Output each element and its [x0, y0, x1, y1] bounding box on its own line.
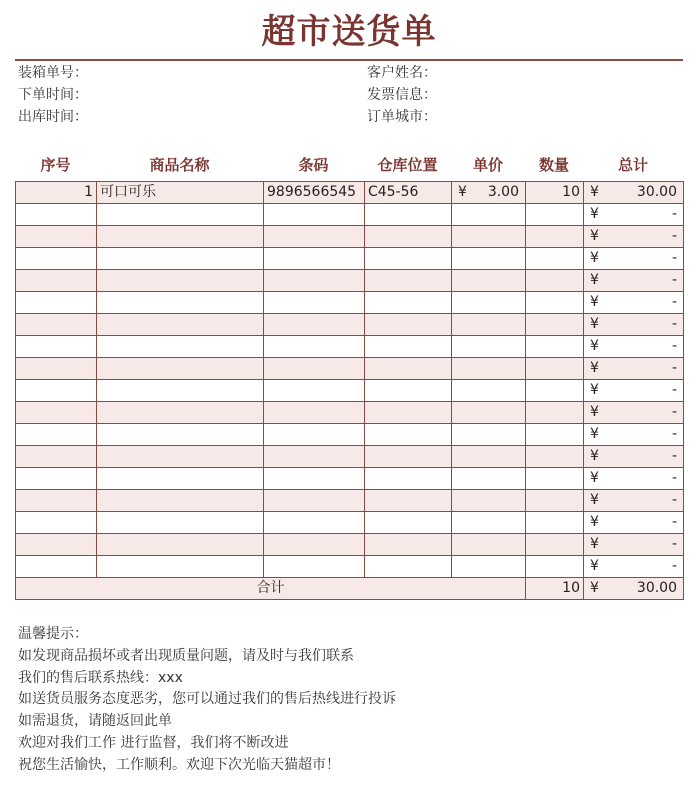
cell-price	[452, 292, 526, 314]
cell-name	[97, 204, 264, 226]
cell-total	[584, 182, 684, 204]
cell-location	[365, 534, 452, 556]
table-row	[16, 314, 684, 336]
amount-value: -	[671, 206, 677, 222]
amount-value: -	[671, 272, 677, 288]
currency-symbol: ¥	[590, 580, 599, 596]
cell-name	[97, 358, 264, 380]
table-row	[16, 226, 684, 248]
customer-name-label: 客户姓名：	[367, 65, 437, 81]
cell-qty	[526, 204, 584, 226]
cell-barcode	[264, 226, 365, 248]
cell-qty	[526, 292, 584, 314]
cell-location	[365, 226, 452, 248]
cell-barcode	[264, 534, 365, 556]
amount-value: -	[671, 250, 677, 266]
currency-symbol: ¥	[590, 338, 599, 354]
amount-value: 30.00	[636, 580, 677, 596]
cell-price	[452, 314, 526, 336]
cell-no	[16, 512, 97, 534]
footer-qty: 10	[526, 578, 584, 600]
cell-total	[584, 314, 684, 336]
currency-symbol: ¥	[590, 294, 599, 310]
cell-price	[452, 468, 526, 490]
currency-symbol: ¥	[590, 316, 599, 332]
cell-location	[365, 248, 452, 270]
cell-total	[584, 556, 684, 578]
cell-name	[97, 424, 264, 446]
currency-symbol: ¥	[590, 492, 599, 508]
cell-price	[452, 336, 526, 358]
cell-qty	[526, 512, 584, 534]
cell-price	[452, 512, 526, 534]
column-header-barcode: 条码	[298, 156, 329, 174]
title-divider	[15, 59, 683, 61]
cell-barcode	[264, 446, 365, 468]
table-row	[16, 402, 684, 424]
table-row	[16, 182, 684, 204]
cell-no	[16, 358, 97, 380]
cell-name	[97, 468, 264, 490]
cell-location	[365, 424, 452, 446]
currency-symbol: ¥	[458, 184, 467, 200]
cell-no	[16, 270, 97, 292]
note-line: 我们的售后联系热线：xxx	[18, 669, 183, 686]
page-title: 超市送货单	[261, 12, 437, 52]
column-header-total: 总计	[617, 156, 648, 174]
box-number-label: 装箱单号：	[18, 65, 88, 81]
cell-barcode	[264, 490, 365, 512]
cell-no	[16, 490, 97, 512]
cell-name	[97, 336, 264, 358]
cell-barcode	[264, 204, 365, 226]
cell-name	[97, 512, 264, 534]
cell-total	[584, 424, 684, 446]
cell-qty	[526, 468, 584, 490]
cell-barcode	[264, 424, 365, 446]
cell-price	[452, 534, 526, 556]
order-city-label: 订单城市：	[367, 109, 437, 125]
cell-name	[97, 556, 264, 578]
notes-section	[18, 624, 396, 777]
cell-no	[16, 446, 97, 468]
cell-location	[365, 446, 452, 468]
currency-symbol: ¥	[590, 228, 599, 244]
table-row	[16, 248, 684, 270]
amount-value: -	[671, 404, 677, 420]
column-header-price: 单价	[472, 156, 503, 174]
cell-total	[584, 380, 684, 402]
cell-no	[16, 292, 97, 314]
cell-price	[452, 182, 526, 204]
cell-location	[365, 270, 452, 292]
cell-qty: 10	[526, 182, 584, 204]
cell-location	[365, 468, 452, 490]
cell-barcode	[264, 380, 365, 402]
cell-barcode	[264, 468, 365, 490]
table-row	[16, 490, 684, 512]
cell-name	[97, 490, 264, 512]
cell-no	[16, 402, 97, 424]
cell-location	[365, 490, 452, 512]
amount-value: -	[671, 360, 677, 376]
cell-total	[584, 358, 684, 380]
cell-total	[584, 468, 684, 490]
footer-total	[584, 578, 684, 600]
column-header-no: 序号	[40, 156, 71, 174]
cell-barcode	[264, 292, 365, 314]
note-line: 温馨提示：	[18, 626, 88, 642]
cell-total	[584, 292, 684, 314]
cell-no	[16, 336, 97, 358]
currency-symbol: ¥	[590, 404, 599, 420]
currency-symbol: ¥	[590, 536, 599, 552]
note-line: 欢迎对我们工作 进行监督，我们将不断改进	[18, 734, 289, 751]
cell-qty	[526, 248, 584, 270]
cell-location	[365, 380, 452, 402]
cell-price	[452, 402, 526, 424]
currency-symbol: ¥	[590, 184, 599, 200]
cell-no	[16, 248, 97, 270]
cell-qty	[526, 424, 584, 446]
footer-row	[16, 578, 684, 600]
amount-value: -	[671, 448, 677, 464]
cell-qty	[526, 358, 584, 380]
cell-location	[365, 292, 452, 314]
cell-price	[452, 248, 526, 270]
cell-no	[16, 468, 97, 490]
table-row	[16, 424, 684, 446]
cell-no	[16, 556, 97, 578]
cell-location	[365, 402, 452, 424]
cell-name	[97, 248, 264, 270]
cell-qty	[526, 490, 584, 512]
cell-qty	[526, 270, 584, 292]
column-header-qty: 数量	[538, 156, 569, 174]
cell-no	[16, 534, 97, 556]
cell-name	[97, 380, 264, 402]
amount-value: -	[671, 558, 677, 574]
cell-barcode: 9896566545	[264, 182, 365, 204]
note-line: 如需退货，请随返回此单	[18, 713, 172, 730]
currency-symbol: ¥	[590, 426, 599, 442]
cell-no	[16, 424, 97, 446]
cell-no	[16, 226, 97, 248]
note-line: 如发现商品损坏或者出现质量问题，请及时与我们联系	[18, 647, 354, 664]
cell-total	[584, 226, 684, 248]
cell-name	[97, 402, 264, 424]
currency-symbol: ¥	[590, 514, 599, 530]
cell-price	[452, 446, 526, 468]
table-row	[16, 204, 684, 226]
amount-value: -	[671, 294, 677, 310]
cell-total	[584, 446, 684, 468]
cell-name	[97, 270, 264, 292]
cell-no: 1	[16, 182, 97, 204]
cell-location	[365, 204, 452, 226]
amount-value: -	[671, 492, 677, 508]
cell-barcode	[264, 512, 365, 534]
cell-total	[584, 512, 684, 534]
cell-barcode	[264, 314, 365, 336]
currency-symbol: ¥	[590, 272, 599, 288]
cell-no	[16, 314, 97, 336]
cell-qty	[526, 314, 584, 336]
cell-qty	[526, 336, 584, 358]
column-header-location: 仓库位置	[377, 156, 438, 174]
cell-qty	[526, 446, 584, 468]
cell-qty	[526, 402, 584, 424]
currency-symbol: ¥	[590, 382, 599, 398]
cell-qty	[526, 556, 584, 578]
delivery-table	[15, 181, 684, 600]
amount-value: -	[671, 514, 677, 530]
amount-value: -	[671, 382, 677, 398]
cell-name: 可口可乐	[97, 182, 264, 204]
table-row	[16, 512, 684, 534]
cell-location: C45-56	[365, 182, 452, 204]
cell-price	[452, 490, 526, 512]
cell-price	[452, 424, 526, 446]
cell-qty	[526, 226, 584, 248]
cell-location	[365, 314, 452, 336]
currency-symbol: ¥	[590, 470, 599, 486]
table-row	[16, 446, 684, 468]
order-time-label: 下单时间：	[18, 87, 88, 103]
amount-value: -	[671, 426, 677, 442]
cell-qty	[526, 380, 584, 402]
cell-total	[584, 336, 684, 358]
cell-no	[16, 204, 97, 226]
cell-total	[584, 248, 684, 270]
currency-symbol: ¥	[590, 250, 599, 266]
currency-symbol: ¥	[590, 558, 599, 574]
cell-price	[452, 556, 526, 578]
cell-name	[97, 314, 264, 336]
currency-symbol: ¥	[590, 448, 599, 464]
table-row	[16, 468, 684, 490]
cell-total	[584, 534, 684, 556]
cell-total	[584, 270, 684, 292]
table-row	[16, 270, 684, 292]
table-row	[16, 556, 684, 578]
cell-total	[584, 204, 684, 226]
table-row	[16, 534, 684, 556]
amount-value: -	[671, 338, 677, 354]
footer-label: 合计	[16, 578, 526, 600]
cell-location	[365, 336, 452, 358]
note-line: 如送货员服务态度恶劣，您可以通过我们的售后热线进行投诉	[18, 691, 396, 708]
cell-price	[452, 380, 526, 402]
table-row	[16, 292, 684, 314]
currency-symbol: ¥	[590, 360, 599, 376]
cell-name	[97, 534, 264, 556]
cell-total	[584, 402, 684, 424]
invoice-info-label: 发票信息：	[367, 87, 437, 103]
amount-value: -	[671, 536, 677, 552]
column-header-name: 商品名称	[149, 156, 210, 174]
cell-name	[97, 226, 264, 248]
table-header	[15, 154, 683, 176]
cell-qty	[526, 534, 584, 556]
cell-location	[365, 556, 452, 578]
cell-barcode	[264, 336, 365, 358]
cell-price	[452, 204, 526, 226]
cell-name	[97, 446, 264, 468]
cell-total	[584, 490, 684, 512]
amount-value: -	[671, 228, 677, 244]
cell-price	[452, 270, 526, 292]
table-row	[16, 358, 684, 380]
currency-symbol: ¥	[590, 206, 599, 222]
amount-value: 30.00	[636, 184, 677, 200]
cell-price	[452, 226, 526, 248]
cell-barcode	[264, 358, 365, 380]
cell-barcode	[264, 248, 365, 270]
cell-barcode	[264, 270, 365, 292]
cell-location	[365, 358, 452, 380]
table-row	[16, 336, 684, 358]
cell-name	[97, 292, 264, 314]
table-row	[16, 380, 684, 402]
cell-price	[452, 358, 526, 380]
cell-barcode	[264, 556, 365, 578]
cell-no	[16, 380, 97, 402]
amount-value: 3.00	[487, 184, 519, 200]
cell-barcode	[264, 402, 365, 424]
cell-location	[365, 512, 452, 534]
amount-value: -	[671, 470, 677, 486]
note-line: 祝您生活愉快，工作顺利。欢迎下次光临天猫超市！	[18, 756, 340, 773]
amount-value: -	[671, 316, 677, 332]
out-time-label: 出库时间：	[18, 109, 88, 125]
